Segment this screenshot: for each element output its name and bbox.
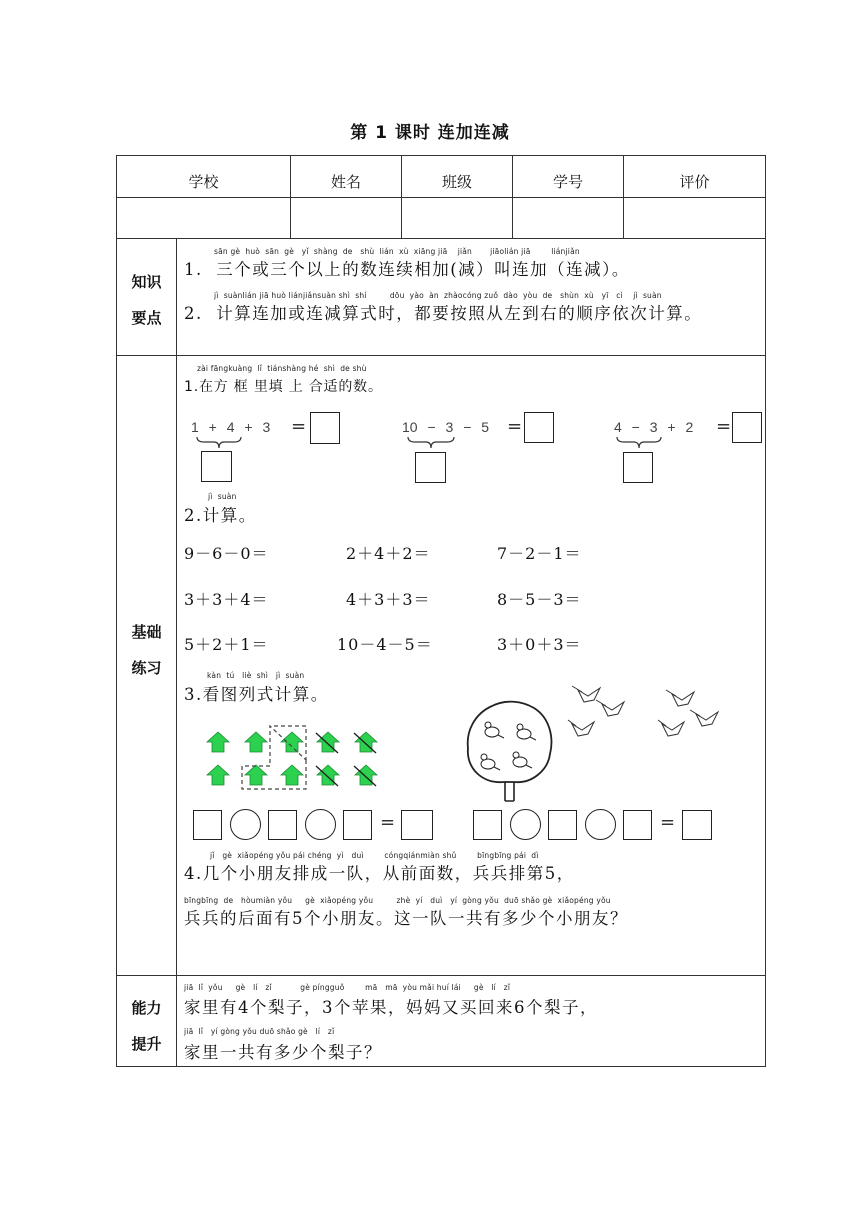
ability-line-2: 家里一共有多少个梨子？ bbox=[184, 1043, 382, 1062]
header-school: 学校 bbox=[188, 173, 219, 191]
answer-box[interactable] bbox=[193, 810, 222, 840]
flying-bird-icon bbox=[690, 710, 718, 726]
grid-line bbox=[116, 355, 766, 356]
section-label-line: 要点 bbox=[131, 309, 162, 327]
ability-line-1: 家里有4个梨子，3个苹果，妈妈又买回来6个梨子， bbox=[184, 998, 598, 1017]
calc-item: 2＋4＋2＝ bbox=[346, 544, 431, 563]
flying-bird-icon bbox=[572, 686, 600, 702]
pinyin-line: jiā lǐ yí gòng yǒu duō shǎo gè lí zǐ bbox=[184, 1027, 335, 1036]
answer-box[interactable] bbox=[201, 451, 232, 482]
green-arrow-icon bbox=[281, 732, 303, 752]
answer-box[interactable] bbox=[310, 412, 340, 444]
grid-line bbox=[176, 238, 177, 1067]
pinyin-line: jì suànlián jiā huò liánjiǎnsuàn shì shí dōu yào àn zhàocóng zuǒ dào yòu de shùn xù yī cì jì suàn bbox=[214, 291, 662, 300]
name-field[interactable] bbox=[291, 198, 400, 237]
knowledge-point-2: 2. 计算连加或连减算式时，都要按照从左到右的顺序依次计算。 bbox=[184, 304, 703, 323]
q1-expression-2: 10 − 3 − 5 bbox=[402, 419, 490, 435]
calc-item: 7－2－1＝ bbox=[497, 544, 582, 563]
question-1-text: 1.在方 框 里填 上 合适的数。 bbox=[184, 379, 383, 395]
answer-box[interactable] bbox=[473, 810, 502, 840]
school-field[interactable] bbox=[117, 198, 289, 237]
flying-birds-picture bbox=[568, 680, 728, 750]
section-label-basic bbox=[117, 614, 176, 686]
section-label-line: 提升 bbox=[131, 1035, 162, 1053]
flying-bird-icon bbox=[596, 700, 624, 716]
question-2-text: 2.计算。 bbox=[184, 506, 257, 525]
pinyin-line: jǐ gè xiǎopéng yǒu pái chéng yì duì cóngqiánmiàn shǔ bīngbīng pái dì bbox=[210, 851, 539, 860]
brace-icon bbox=[616, 436, 662, 450]
operator-circle[interactable] bbox=[230, 809, 261, 840]
q1-expression-3: 4 − 3 + 2 bbox=[614, 419, 694, 435]
knowledge-point-1: 1. 三个或三个以上的数连续相加(减）叫连加（连减）。 bbox=[184, 260, 630, 279]
crossed-arrow-icon bbox=[316, 765, 339, 786]
header-name: 姓名 bbox=[330, 173, 361, 191]
calc-item: 9－6－0＝ bbox=[184, 544, 269, 563]
header-class: 班级 bbox=[441, 173, 472, 191]
pinyin-line: sān gè huò sān gè yǐ shàng de shù lián xù xiāng jiā jiǎn jiāolián jiā liánjiǎn bbox=[214, 247, 580, 256]
green-arrow-icon bbox=[245, 765, 267, 785]
answer-box[interactable] bbox=[732, 412, 762, 443]
calc-item: 8－5－3＝ bbox=[497, 590, 582, 609]
crossed-arrow-icon bbox=[316, 732, 339, 753]
operator-circle[interactable] bbox=[585, 809, 616, 840]
answer-box[interactable] bbox=[401, 810, 433, 840]
operator-circle[interactable] bbox=[510, 809, 541, 840]
pinyin-line: jiā lǐ yǒu gè lí zǐ gè píngguǒ mā mā yòu mǎi huí lái gè lí zǐ bbox=[184, 983, 511, 992]
flying-bird-icon bbox=[658, 720, 684, 736]
green-arrow-icon bbox=[207, 765, 229, 785]
brace-icon bbox=[407, 436, 455, 450]
pinyin-line: jì suàn bbox=[208, 492, 237, 501]
section-label-line: 知识 bbox=[131, 273, 162, 291]
crossed-arrow-icon bbox=[354, 732, 377, 753]
green-arrow-icon bbox=[281, 765, 303, 785]
house-arrows-picture bbox=[204, 724, 386, 790]
section-label-ability bbox=[117, 990, 176, 1062]
calc-item: 10－4－5＝ bbox=[337, 635, 433, 654]
flying-bird-icon bbox=[568, 720, 594, 736]
section-label-knowledge bbox=[117, 264, 176, 336]
section-label-line: 能力 bbox=[131, 999, 162, 1017]
question-4-line-2: 兵兵的后面有5个小朋友。这一队一共有多少个小朋友？ bbox=[184, 909, 628, 928]
pinyin-line: zài fāngkuàng lǐ tiánshàng hé shì de shù bbox=[197, 364, 367, 373]
question-4-line-1: 4.几个小朋友排成一队，从前面数，兵兵排第5， bbox=[184, 864, 575, 883]
answer-box[interactable] bbox=[623, 452, 653, 483]
class-field[interactable] bbox=[402, 198, 511, 237]
green-arrow-icon bbox=[207, 732, 229, 752]
q1-expression-1: 1 + 4 + 3 bbox=[191, 419, 271, 435]
answer-box[interactable] bbox=[343, 810, 372, 840]
pinyin-line: kàn tú liè shì jì suàn bbox=[207, 671, 305, 680]
answer-box[interactable] bbox=[524, 412, 554, 443]
crossed-arrow-icon bbox=[354, 765, 377, 786]
flying-bird-icon bbox=[666, 690, 694, 706]
evaluation-field[interactable] bbox=[624, 198, 765, 237]
page-title: 第 1 课时 连加连减 bbox=[350, 123, 510, 143]
tree-birds-picture bbox=[464, 698, 554, 802]
equals-sign: = bbox=[660, 812, 676, 833]
brace-icon bbox=[196, 436, 242, 450]
answer-box[interactable] bbox=[415, 452, 446, 483]
answer-box[interactable] bbox=[682, 810, 712, 840]
calc-item: 4＋3＋3＝ bbox=[346, 590, 431, 609]
answer-box[interactable] bbox=[268, 810, 297, 840]
grid-line bbox=[116, 238, 766, 239]
question-3-text: 3.看图列式计算。 bbox=[184, 685, 329, 704]
equals-sign: = bbox=[716, 416, 732, 437]
header-number: 学号 bbox=[552, 173, 583, 191]
section-label-line: 练习 bbox=[131, 659, 162, 677]
equals-sign: = bbox=[380, 812, 396, 833]
grid-line bbox=[116, 975, 766, 976]
answer-box[interactable] bbox=[623, 810, 652, 840]
header-evaluation: 评价 bbox=[679, 173, 710, 191]
operator-circle[interactable] bbox=[305, 809, 336, 840]
equals-sign: = bbox=[507, 416, 523, 437]
calc-item: 3＋0＋3＝ bbox=[497, 635, 582, 654]
answer-box[interactable] bbox=[548, 810, 577, 840]
equals-sign: = bbox=[291, 416, 307, 437]
calc-item: 5＋2＋1＝ bbox=[184, 635, 269, 654]
number-field[interactable] bbox=[513, 198, 622, 237]
green-arrow-icon bbox=[245, 732, 267, 752]
pinyin-line: bīngbīng de hòumiàn yǒu gè xiǎopéng yǒu zhè yí duì yí gòng yǒu duō shǎo gè xiǎopéng yǒu bbox=[184, 896, 611, 905]
section-label-line: 基础 bbox=[131, 623, 162, 641]
calc-item: 3＋3＋4＝ bbox=[184, 590, 269, 609]
